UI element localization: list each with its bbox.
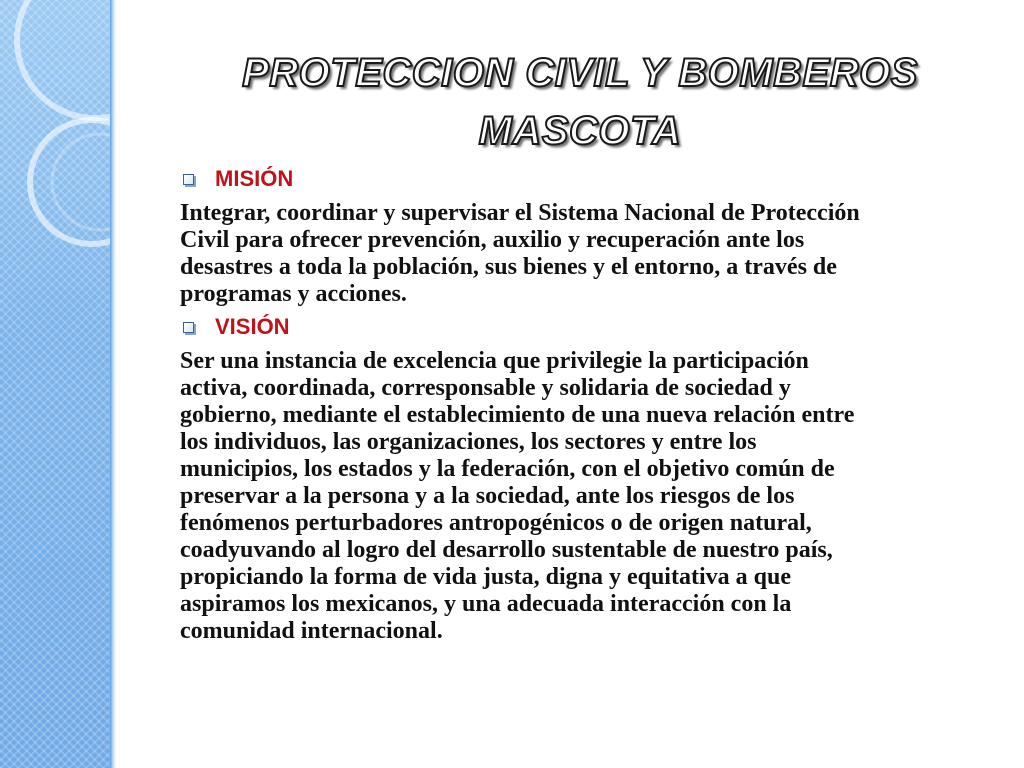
vision-line: fenómenos perturbadores antropogénicos o de origen natural,: [180, 510, 812, 536]
vision-line: aspiramos los mexicanos, y una adecuada interacción con la: [180, 591, 792, 617]
vision-heading: VISIÓN: [215, 314, 290, 339]
vision-line: municipios, los estados y la federación, con el objetivo común de: [180, 456, 835, 482]
side-band-edge: [110, 0, 116, 768]
vision-line: comunidad internacional.: [180, 618, 443, 644]
vision-line: los individuos, las organizaciones, los sectores y entre los: [180, 429, 757, 455]
mision-line: Integrar, coordinar y supervisar el Sistema Nacional de Protección: [180, 200, 860, 226]
vision-line: propiciando la forma de vida justa, digna y equitativa a que: [180, 564, 791, 590]
vision-line: activa, coordinada, corresponsable y solidaria de sociedad y: [180, 375, 791, 401]
mision-line: Civil para ofrecer prevención, auxilio y recuperación ante los: [180, 227, 805, 253]
slide-content: [180, 162, 1000, 645]
vision-line: gobierno, mediante el establecimiento de una nueva relación entre: [180, 402, 855, 428]
mision-text: [180, 200, 1000, 308]
mision-line: desastres a toda la población, sus bienes y el entorno, a través de: [180, 254, 837, 280]
vision-text: [180, 348, 1000, 645]
mision-heading-row: [0, 162, 1000, 196]
circle-decoration-icon: [0, 0, 113, 768]
mision-heading: MISIÓN: [215, 166, 294, 191]
square-bullet-icon: [183, 174, 194, 185]
square-bullet-icon: [183, 322, 194, 333]
title-line-2: MASCOTA: [478, 109, 682, 153]
title-line-1: PROTECCION CIVIL Y BOMBEROS: [242, 51, 918, 95]
vision-line: coadyuvando al logro del desarrollo sustentable de nuestro país,: [180, 537, 833, 563]
slide-title: [150, 44, 1010, 160]
vision-line: preservar a la persona y a la sociedad, ante los riesgos de los: [180, 483, 795, 509]
vision-line: Ser una instancia de excelencia que privilegie la participación: [180, 348, 809, 374]
vision-heading-row: [0, 310, 1000, 344]
mision-line: programas y acciones.: [180, 281, 407, 307]
side-decoration-band: [0, 0, 113, 768]
